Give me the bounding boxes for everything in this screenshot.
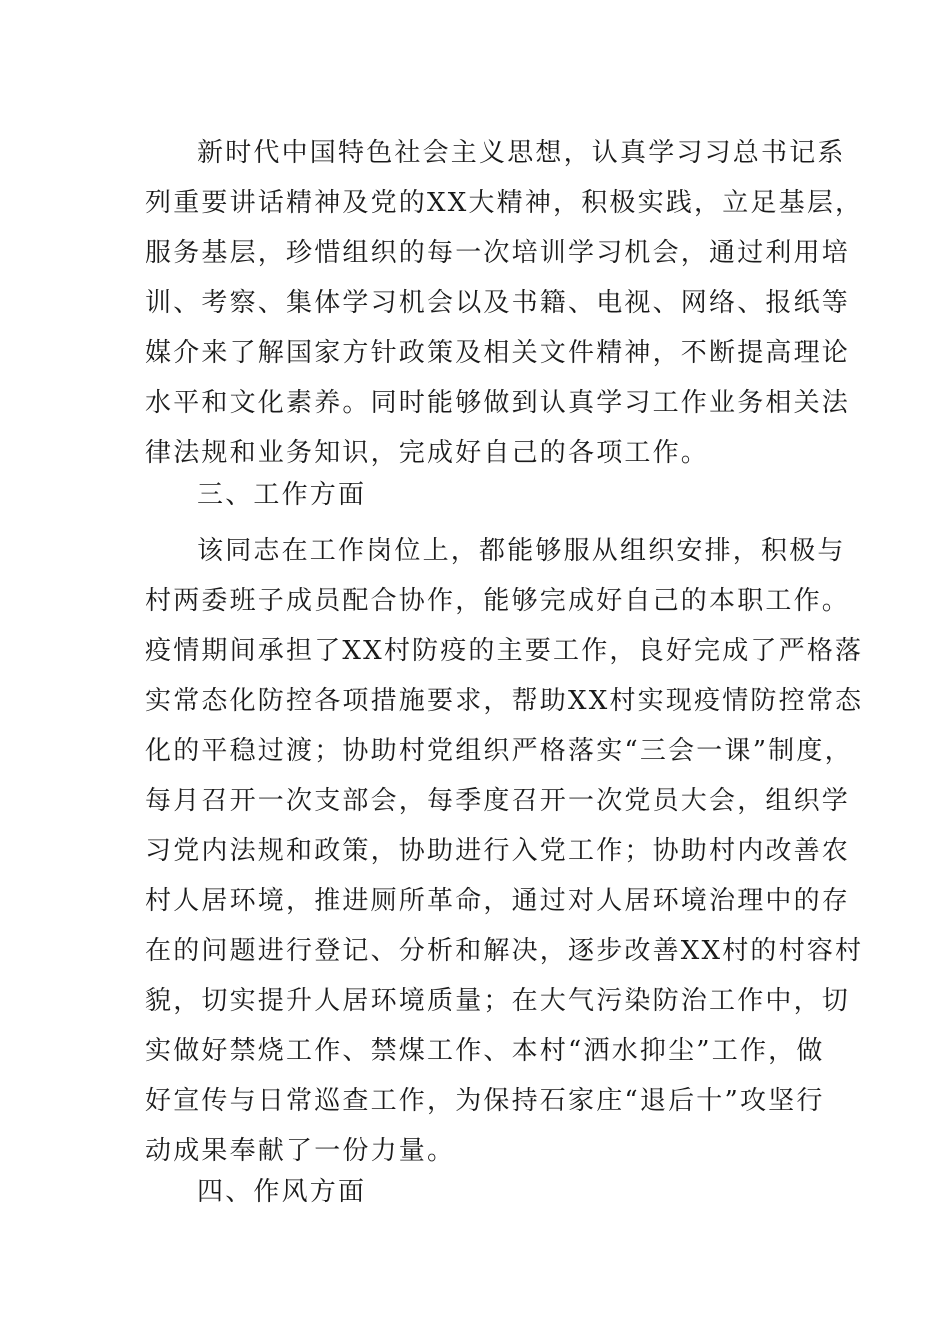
paragraph-line: 化的平稳过渡；协助村党组织严格落实“三会一课”制度，	[145, 736, 853, 766]
paragraph-line: 训、考察、集体学习机会以及书籍、电视、网络、报纸等	[145, 288, 851, 318]
paragraph-work	[145, 526, 864, 1176]
paragraph-study	[145, 128, 864, 478]
paragraph-line: 该同志在工作岗位上，都能够服从组织安排，积极与	[197, 536, 846, 566]
paragraph-line: 列重要讲话精神及党的XX大精神，积极实践，立足基层，	[145, 188, 864, 218]
paragraph-line: 疫情期间承担了XX村防疫的主要工作，良好完成了严格落	[145, 636, 864, 666]
paragraph-line: 服务基层，珍惜组织的每一次培训学习机会，通过利用培	[145, 238, 851, 268]
paragraph-line: 媒介来了解国家方针政策及相关文件精神，不断提高理论	[145, 338, 851, 368]
paragraph-line: 村两委班子成员配合协作，能够完成好自己的本职工作。	[145, 586, 851, 616]
paragraph-line: 习党内法规和政策，协助进行入党工作；协助村内改善农	[145, 836, 851, 866]
paragraph-line: 每月召开一次支部会，每季度召开一次党员大会，组织学	[145, 786, 851, 816]
paragraph-line: 貌，切实提升人居环境质量；在大气污染防治工作中，切	[145, 986, 851, 1016]
paragraph-line: 律法规和业务知识，完成好自己的各项工作。	[145, 438, 710, 468]
paragraph-line: 在的问题进行登记、分析和解决，逐步改善XX村的村容村	[145, 936, 864, 966]
paragraph-line: 实常态化防控各项措施要求，帮助XX村实现疫情防控常态	[145, 686, 864, 716]
paragraph-line: 水平和文化素养。同时能够做到认真学习工作业务相关法	[145, 388, 851, 418]
section-heading-style	[145, 1167, 805, 1217]
paragraph-line: 动成果奉献了一份力量。	[145, 1136, 456, 1166]
paragraph-line: 新时代中国特色社会主义思想，认真学习习总书记系	[197, 138, 846, 168]
section-heading-work	[145, 470, 805, 520]
section-heading-text: 三、工作方面	[197, 480, 367, 510]
paragraph-line: 实做好禁烧工作、禁煤工作、本村“洒水抑尘”工作，做	[145, 1036, 825, 1066]
paragraph-line: 村人居环境，推进厕所革命，通过对人居环境治理中的存	[145, 886, 851, 916]
section-heading-text: 四、作风方面	[197, 1177, 367, 1207]
paragraph-line: 好宣传与日常巡查工作，为保持石家庄“退后十”攻坚行	[145, 1086, 825, 1116]
